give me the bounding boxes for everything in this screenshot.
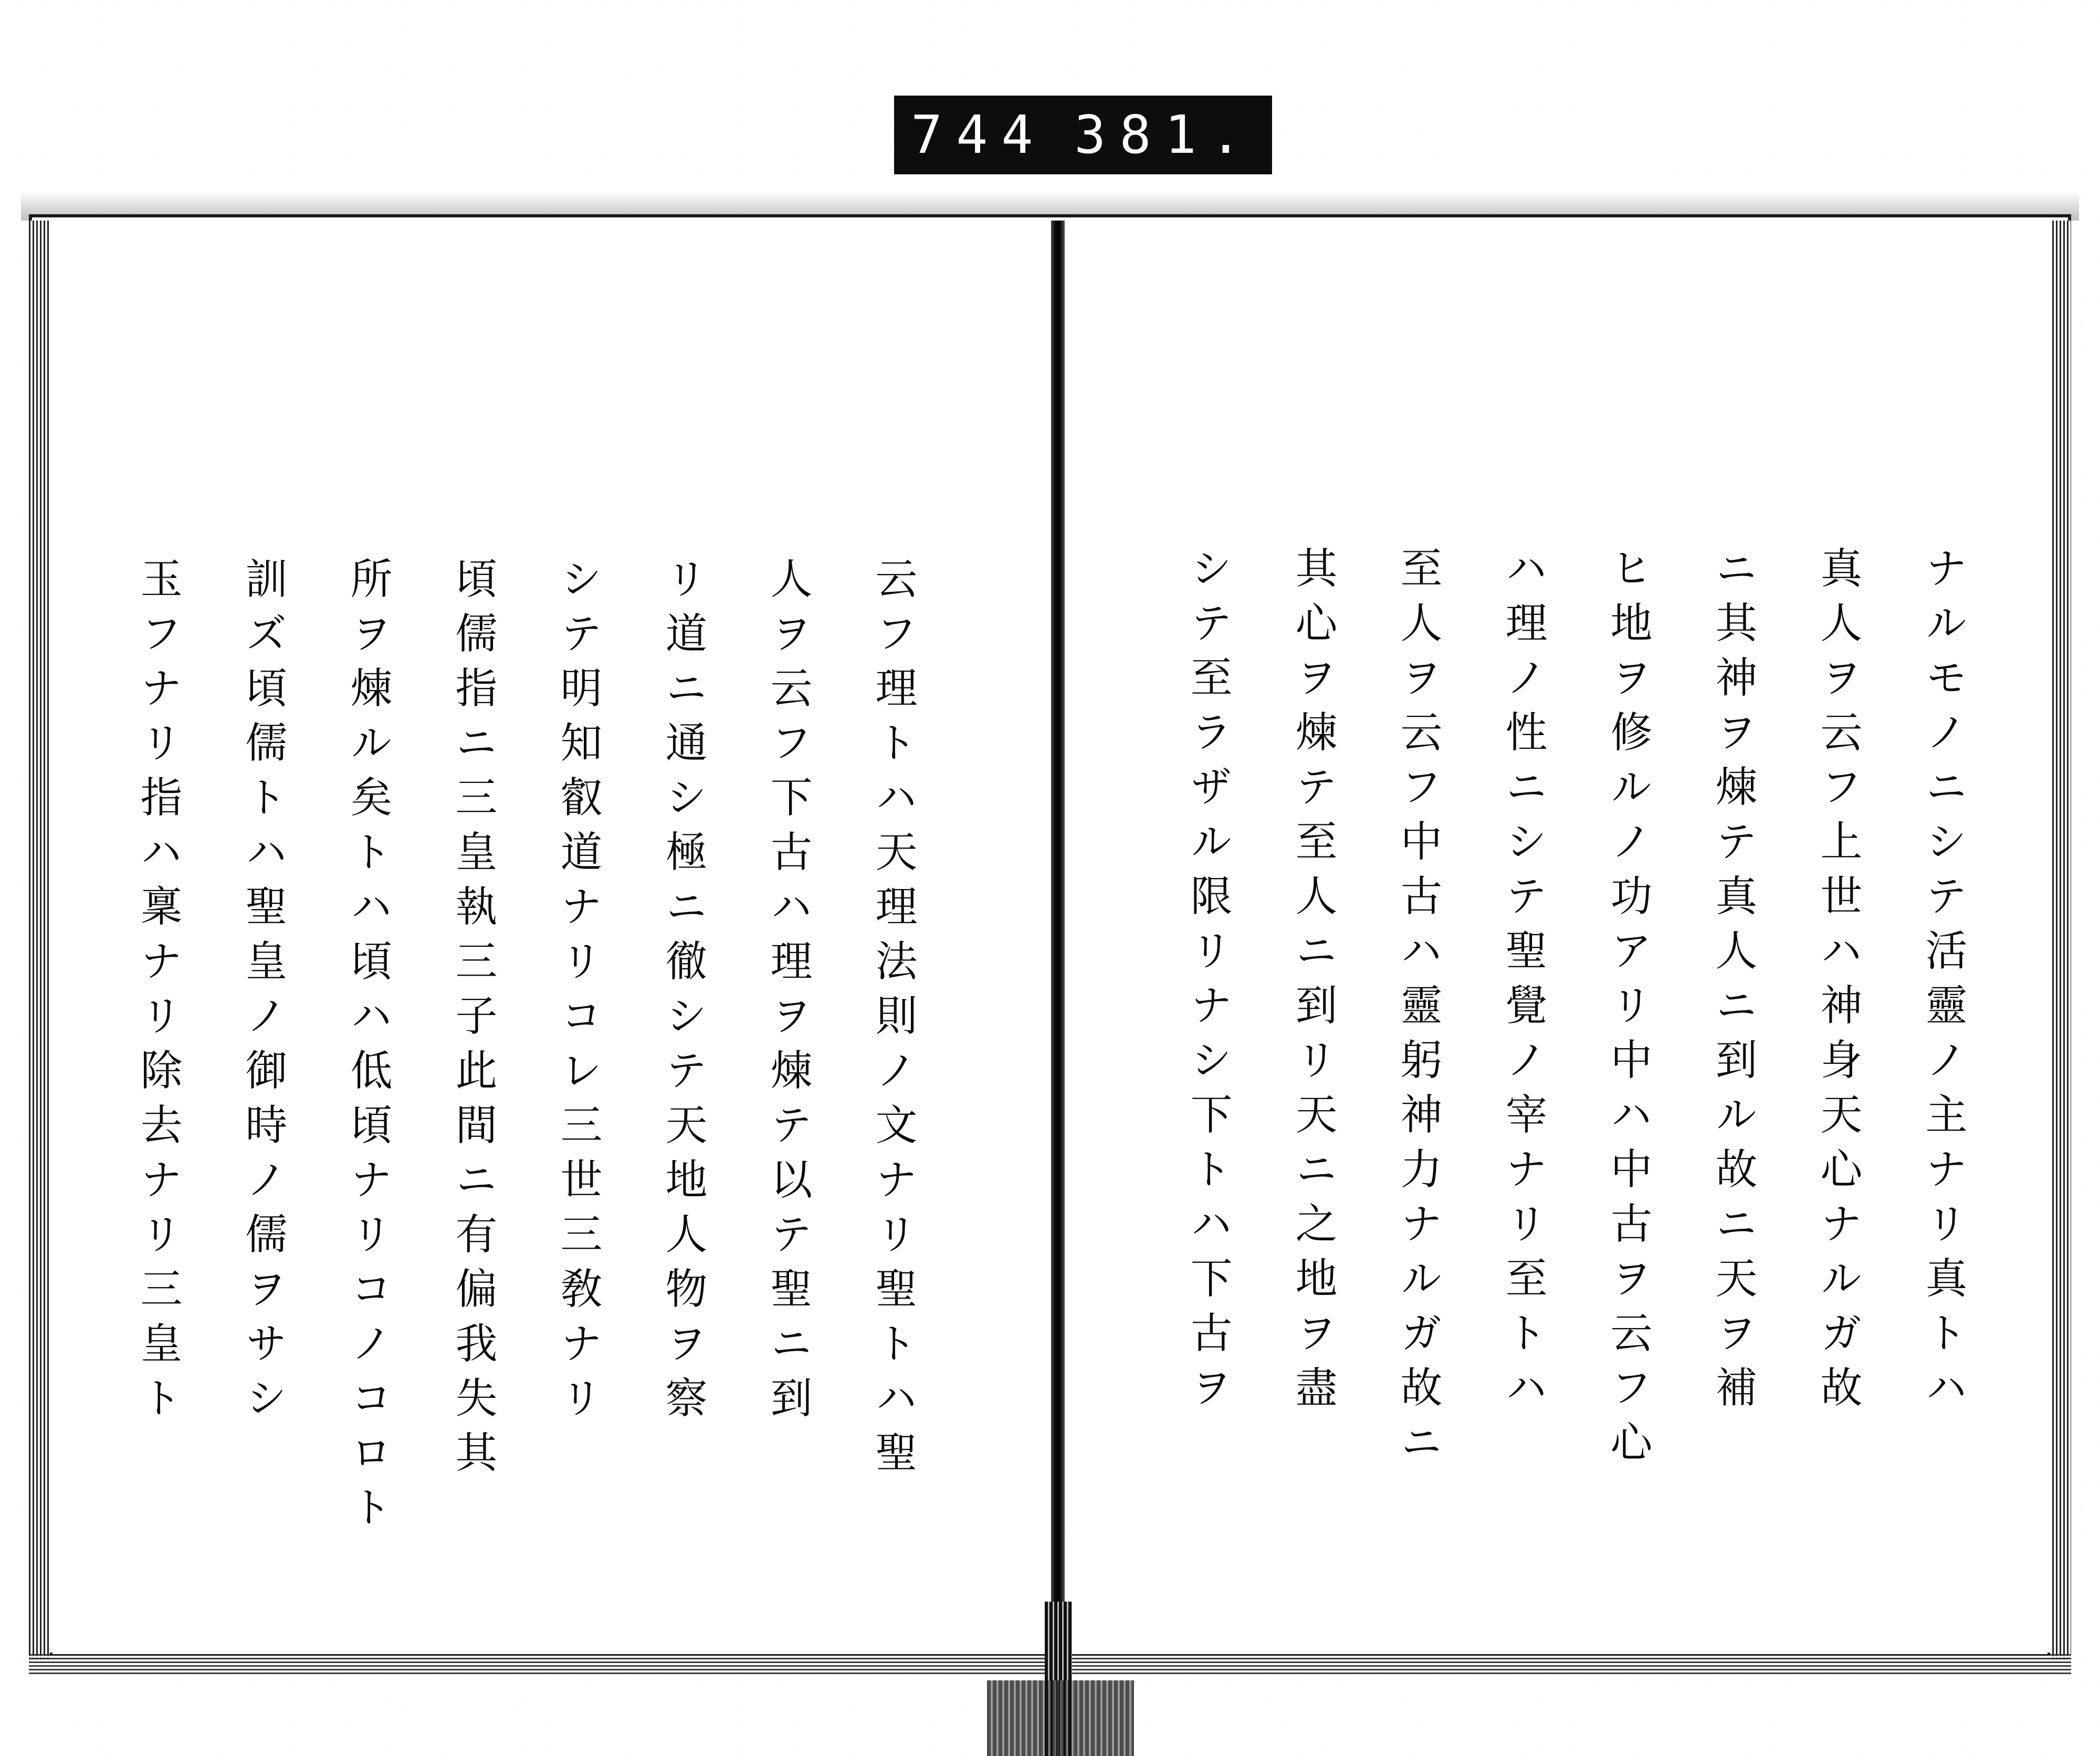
- archive-number-left: 744: [911, 104, 1047, 165]
- right-page-line-1: ナルモノニシテ活靈ノ主ナリ真トハ: [1918, 546, 1967, 1420]
- bookmark-ribbon: [987, 1680, 1134, 1756]
- archive-number-label: [894, 96, 1272, 174]
- left-page-line-4: シテ明知叡道ナリコレ三世三敎ナリ: [553, 557, 602, 1430]
- right-page-line-2: 真人ヲ云フ上世ハ神身天心ナルガ故: [1813, 546, 1862, 1420]
- left-page-line-1: 云フ理トハ天理法則ノ文ナリ聖トハ聖: [868, 557, 917, 1485]
- left-page-text: [131, 557, 945, 1596]
- right-page-line-3: ニ其神ヲ煉テ真人ニ到ル故ニ天ヲ補: [1708, 546, 1757, 1420]
- book-left-page-edges: [29, 221, 50, 1659]
- book-right-page-edges: [2050, 221, 2071, 1659]
- left-page-line-8: 玉フナリ指ハ稟ナリ除去ナリ三皇ト: [133, 557, 182, 1430]
- right-page-text: [1144, 546, 1995, 1596]
- left-page-line-2: 人ヲ云フ下古ハ理ヲ煉テ以テ聖ニ到: [763, 557, 812, 1430]
- right-page-line-6: 至人ヲ云フ中古ハ靈躬神力ナルガ故ニ: [1393, 546, 1442, 1475]
- right-page-line-4: ヒ地ヲ修ルノ功アリ中ハ中古ヲ云フ心: [1603, 546, 1652, 1475]
- left-page-line-3: リ道ニ通シ極ニ徹シテ天地人物ヲ察: [658, 557, 707, 1430]
- archive-number-right: 381.: [1074, 104, 1255, 165]
- left-page-line-7: 訓ズ頃儒トハ聖皇ノ御時ノ儒ヲサシ: [238, 557, 287, 1430]
- book-gutter: [1051, 221, 1065, 1654]
- left-page-line-5: 頃儒指ニ三皇執三子此間ニ有偏我失其: [448, 557, 497, 1485]
- right-page-line-7: 其心ヲ煉テ至人ニ到リ天ニ之地ヲ盡: [1288, 546, 1337, 1420]
- right-page-line-8: シテ至ラザル限リナシ下トハ下古ヲ: [1183, 546, 1232, 1420]
- right-page-line-5: ハ理ノ性ニシテ聖覺ノ宰ナリ至トハ: [1498, 546, 1547, 1420]
- left-page-line-6: 所ヲ煉ル矣トハ頃ハ低頃ナリコノコロト: [343, 557, 392, 1540]
